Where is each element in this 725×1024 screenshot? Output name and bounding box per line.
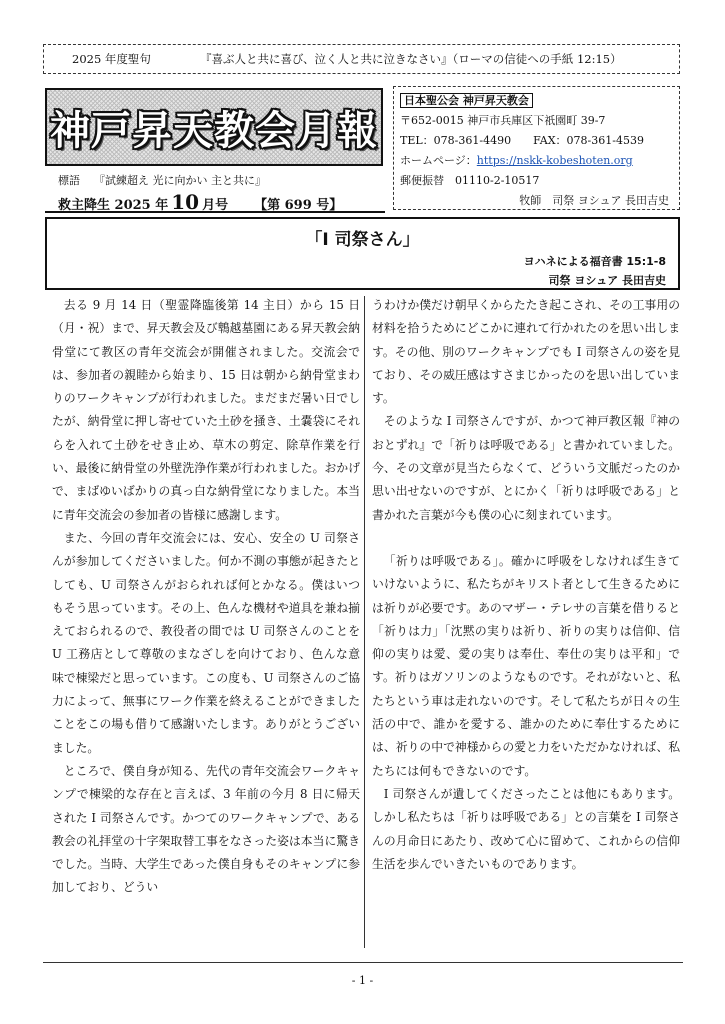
postal-transfer: 郵便振替 01110-2-10517: [400, 174, 540, 187]
issue-prefix: 救主降生 2025 年: [58, 198, 169, 213]
newsletter-masthead: [45, 88, 383, 166]
footer-divider: [43, 962, 683, 963]
slogan-text: 『試練超え 光に向かい 主と共に』: [94, 174, 266, 187]
homepage-link[interactable]: https://nskk-kobeshoten.org: [476, 154, 633, 167]
paragraph: 「祈りは呼吸である」。確かに呼吸をしなければ生きていけないように、私たちがキリスト者として生きるためには祈りが必要です。あのマザー・テレサの言葉を借りると「祈りは力」「沈黙の実りは祈り、祈りの実りは信仰、信仰の実りは愛、愛の実りは奉仕、奉仕の実りは平和」です。祈りはガソリンのようなものです。それがないと、私たちという車は走れないのです。そして私たちが日々の生活の中で、誰かを愛する、誰かのために奉仕するためには、祈りの中で神様からの愛と力をいただかなければ、私たちには何もできないのです。: [372, 553, 680, 778]
yearly-motto-box: [43, 44, 680, 74]
issue-divider: [45, 211, 385, 213]
motto-verse: 『喜ぶ人と共に喜び、泣く人と共に泣きなさい』（ローマの信徒への手紙 12:15）: [200, 52, 622, 66]
article-column-right: [372, 294, 680, 876]
paragraph: I 司祭さんが遺してくださったことは他にもあります。しかし私たちは「祈りは呼吸である」との言葉を I 司祭さんの月命日にあたり、改めて心に留めて、これからの信仰生活を歩んでいきたいものであります。: [372, 786, 680, 871]
paragraph: ところで、僕自身が知る、先代の青年交流会ワークキャンプで棟梁的な存在と言えば、3 年前の今月 8 日に帰天された I 司祭さんです。かつてのワークキャンプで、ある教会の礼拝堂の十字架取替工事をなさった姿は本当に驚きでした。当時、大学生であった僕自身もそのキャンプに参加しており、どうい: [52, 763, 360, 895]
paragraph: 去る 9 月 14 日（聖霊降臨後第 14 主日）から 15 日（月・祝）まで、昇天教会及び鵯越墓園にある昇天教会納骨堂にて教区の青年交流会が開催されました。交流会では、参加者の親睦から始まり、15 日は朝から納骨堂まわりのワークキャンプが行われました。まだまだ暑い日でしたが、納骨堂に押し寄せていた土砂を掻き、土嚢袋にそれらを入れて土砂をせき止め、草木の剪定、除草作業を行い、最後に納骨堂の外壁洗浄作業が行われました。おかげで、まばゆいばかりの真っ白な納骨堂になりました。本当に青年交流会の参加者の皆様に感謝します。: [52, 298, 360, 522]
issue-suffix: 月号: [202, 198, 229, 213]
column-divider: [364, 296, 365, 948]
pastor-name: 牧師 司祭 ヨシュア 長田吉史: [519, 194, 669, 207]
homepage-label: ホームページ：: [400, 154, 477, 167]
slogan-label: 標語: [58, 174, 80, 187]
issue-number: 【第 699 号】: [254, 198, 343, 213]
church-name: 日本聖公会 神戸昇天教会: [400, 93, 533, 108]
issue-month: 10: [171, 190, 200, 214]
sermon-header-box: [45, 217, 680, 290]
slogan-line: [58, 172, 266, 188]
motto-year-label: 2025 年度聖句: [72, 52, 151, 66]
church-tel: TEL：078-361-4490: [400, 134, 512, 147]
church-contact-box: [393, 86, 680, 210]
church-address: 〒652-0015 神戸市兵庫区下祇園町 39-7: [400, 114, 606, 127]
sermon-author: 司祭 ヨシュア 長田吉史: [548, 274, 666, 287]
paragraph: また、今回の青年交流会には、安心、安全の U 司祭さんが参加してくださいました。何か不測の事態が起きたとしても、U 司祭さんがおられれば何とかなる。僕はいつもそう思っています。その上、色んな機材や道具を兼ね揃えておられるので、教役者の間では U 司祭さんのことを U 工務店として尊敬のまなざしを向けており、色んな意味で棟梁だと思っています。この度も、U 司祭さんのご協力によって、無事にワーク作業を終えることができましたことをこの場も借りて感謝いたします。ありがとうございました。: [52, 530, 360, 755]
sermon-scripture: ヨハネによる福音書 15:1-8: [523, 255, 666, 268]
sermon-title: 「I 司祭さん」: [305, 230, 420, 250]
page-number: - 1 -: [351, 974, 374, 987]
paragraph: うわけか僕だけ朝早くからたたき起こされ、その工事用の材料を拾うためにどこかに連れて行かれたのを思い出します。その他、別のワークキャンプでも I 司祭さんの姿を見ており、その威圧感はすさまじかったのを思い出しています。: [372, 298, 680, 406]
newsletter-title: 神戸昇天教会月報: [50, 107, 378, 154]
church-fax: FAX：078-361-4539: [533, 134, 644, 147]
paragraph: そのような I 司祭さんですが、かつて神戸教区報『神のおとずれ』で「祈りは呼吸である」と書かれていました。今、その文章が見当たらなくて、どういう文脈だったのか思い出せないのですが、とにかく「祈りは呼吸である」と書かれた言葉が今も僕の心に刻まれています。: [372, 414, 680, 522]
article-column-left: [52, 294, 360, 900]
